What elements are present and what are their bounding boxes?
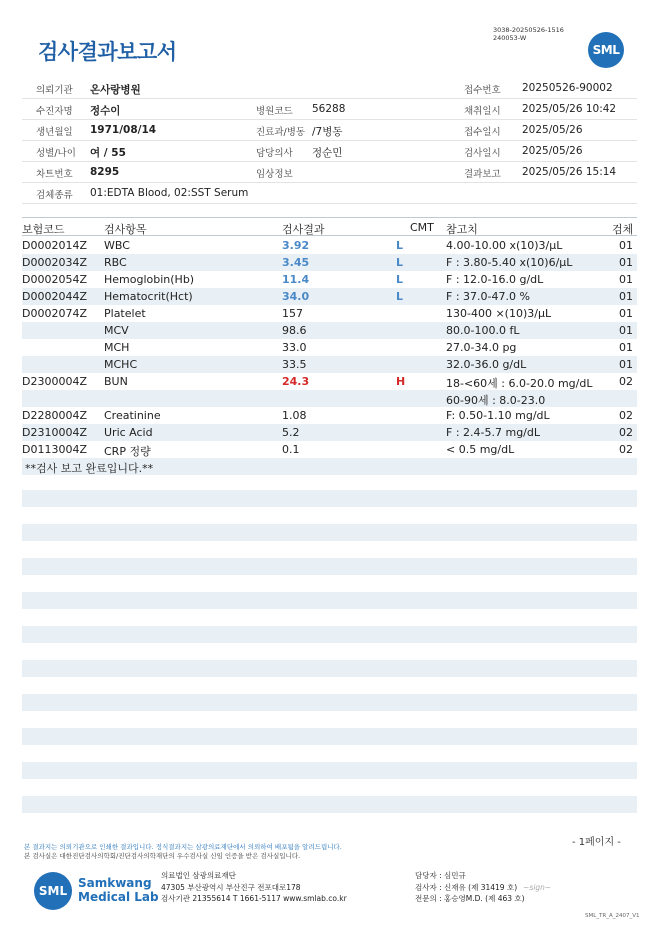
specimen-code: 01 [619,256,633,269]
test-name: Hemoglobin(Hb) [104,273,195,286]
table-row [22,441,637,458]
test-result: 98.6 [282,324,307,337]
test-result: 24.3 [282,375,310,388]
specimen-code: 01 [619,307,633,320]
patient-info [22,78,637,204]
test-code: D2280004Z [22,409,87,422]
test-code: D0002074Z [22,307,87,320]
test-result: 33.5 [282,358,307,371]
test-name: MCH [104,341,130,354]
reference-range: F : 37.0-47.0 % [446,290,530,303]
test-name: MCV [104,324,129,337]
test-code: D0113004Z [22,443,87,456]
sml-footer-logo-icon: SML [34,872,72,910]
reference-range: 80.0-100.0 fL [446,324,520,337]
info-row-sex: 성별/나이 여 / 55 담당의사 정순민 검사일시 2025/05/26 [22,141,637,162]
specimen-code: 02 [619,409,633,422]
empty-row [22,694,637,711]
report-complete-text: **검사 보고 완료입니다.** [25,462,154,475]
specimen-code: 02 [619,375,633,388]
test-result: 3.45 [282,256,310,269]
empty-row [22,490,637,507]
test-name: Uric Acid [104,426,153,439]
specimen-code: 02 [619,426,633,439]
reference-range: 32.0-36.0 g/dL [446,358,527,371]
test-code: D0002054Z [22,273,87,286]
reference-range: 130-400 ×(10)3/μL [446,307,552,320]
empty-row [22,592,637,609]
document-code: 3038-20250526-1516 240053-W [493,26,564,42]
reference-range: 27.0-34.0 pg [446,341,517,354]
report-datetime: 2025/05/26 15:14 [522,166,617,178]
reference-range: 60-90세 : 8.0-23.0 [446,394,546,407]
table-row [22,322,637,339]
birth-date: 1971/08/14 [90,124,157,136]
specimen-code: 01 [619,273,633,286]
table-row [22,407,637,424]
table-row [22,271,637,288]
test-result: 11.4 [282,273,310,286]
table-row [22,305,637,322]
result-flag: L [396,290,404,303]
form-code: SML_TR_A_2407_V1 [585,913,640,919]
chart-number: 8295 [90,166,120,178]
info-row-specimen: 검체종류 01:EDTA Blood, 02:SST Serum [22,183,637,204]
table-row [22,356,637,373]
receipt-date: 2025/05/26 [522,124,583,136]
test-code: D0002044Z [22,290,87,303]
info-row-birth: 생년월일 1971/08/14 진료과/병동 /7병동 접수일시 2025/05/26 [22,120,637,141]
test-name: WBC [104,239,130,252]
test-name: BUN [104,375,128,388]
reference-range: 18-<60세 : 6.0-20.0 mg/dL [446,377,593,390]
test-result: 33.0 [282,341,307,354]
physician: 정순민 [312,147,343,159]
test-name: Platelet [104,307,146,320]
test-code: D2300004Z [22,375,87,388]
page-number: - 1페이지 - [572,837,621,848]
reference-range: F : 12.0-16.0 g/dL [446,273,544,286]
empty-row [22,558,637,575]
empty-rows [22,490,637,830]
test-code: D0002034Z [22,256,87,269]
specimen-code: 01 [619,358,633,371]
staff-info: 담당자 : 심민규 검사자 : 신재유 (제 31419 호) ~sign~ 전문의 : 홍승영M.D. (제 463 호) [415,871,552,903]
result-flag: L [396,239,404,252]
specimen-code: 01 [619,341,633,354]
empty-row [22,626,637,643]
info-row-patient: 수진자명 정수이 병원코드 56288 채취일시 2025/05/26 10:42 [22,99,637,120]
organization-info: 의료법인 삼광의료재단 47305 부산광역시 부산진구 전포대로178 검사기관 21355614 T 1661-5117 www.smlab.co.kr [161,871,347,903]
disclaimer-note: 본 결과지는 의뢰기관으로 인쇄한 결과입니다. 정식결과지는 삼광의료재단에서 의뢰하여 배포됨을 알려드립니다. [24,843,342,851]
result-flag: H [396,375,406,388]
table-row [22,237,637,254]
test-result: 157 [282,307,303,320]
test-result: 1.08 [282,409,307,422]
report-complete-row [22,458,637,475]
results-table-body [22,237,637,475]
hospital-code: 56288 [312,103,346,115]
test-name: Hematocrit(Hct) [104,290,193,303]
test-code: D2310004Z [22,426,87,439]
result-flag: L [396,273,404,286]
reference-range: 4.00-10.00 x(10)3/μL [446,239,563,252]
table-row [22,254,637,271]
collection-datetime: 2025/05/26 10:42 [522,103,617,115]
test-code: D0002014Z [22,239,87,252]
table-row [22,288,637,305]
specimen-code: 01 [619,324,633,337]
signature-icon: ~sign~ [523,882,552,892]
test-result: 34.0 [282,290,310,303]
empty-row [22,762,637,779]
sex-age: 여 / 55 [90,147,126,159]
receipt-number: 20250526-90002 [522,82,613,94]
test-result: 3.92 [282,239,310,252]
empty-row [22,796,637,813]
specimen-code: 01 [619,239,633,252]
specimen-code: 02 [619,443,633,456]
test-name: CRP 정량 [104,445,151,458]
patient-name: 정수이 [90,105,121,117]
test-date: 2025/05/26 [522,145,583,157]
specimen-code: 01 [619,290,633,303]
results-table-header: 보험코드 검사항목 검사결과 CMT 참고치 검체 [22,217,637,236]
reference-range: F : 3.80-5.40 x(10)6/μL [446,256,573,269]
table-row [22,339,637,356]
test-name: RBC [104,256,127,269]
table-row [22,373,637,390]
test-name: Creatinine [104,409,161,422]
requester-value: 온사랑병원 [90,84,141,96]
empty-row [22,524,637,541]
footer-brand: Samkwang Medical Lab [78,876,159,904]
empty-row [22,660,637,677]
reference-range: F : 2.4-5.7 mg/dL [446,426,540,439]
page-title: 검사결과보고서 [38,40,177,64]
info-row-chart: 차트번호 8295 임상정보 결과보고 2025/05/26 15:14 [22,162,637,183]
table-row [22,390,637,407]
table-row [22,424,637,441]
empty-row [22,728,637,745]
sml-logo-icon: SML [588,32,624,68]
department-ward: /7병동 [312,126,343,138]
test-result: 5.2 [282,426,300,439]
test-result: 0.1 [282,443,300,456]
info-row-requester: 의뢰기관 온사랑병원 접수번호 20250526-90002 [22,78,637,99]
test-name: MCHC [104,358,138,371]
reference-range: F: 0.50-1.10 mg/dL [446,409,550,422]
specimen-types: 01:EDTA Blood, 02:SST Serum [90,187,249,199]
certification-note: 본 검사실은 대한진단검사의학회/진단검사의학재단의 우수검사실 신임 인증을 받은 검사실입니다. [24,852,301,860]
result-flag: L [396,256,404,269]
reference-range: < 0.5 mg/dL [446,443,515,456]
